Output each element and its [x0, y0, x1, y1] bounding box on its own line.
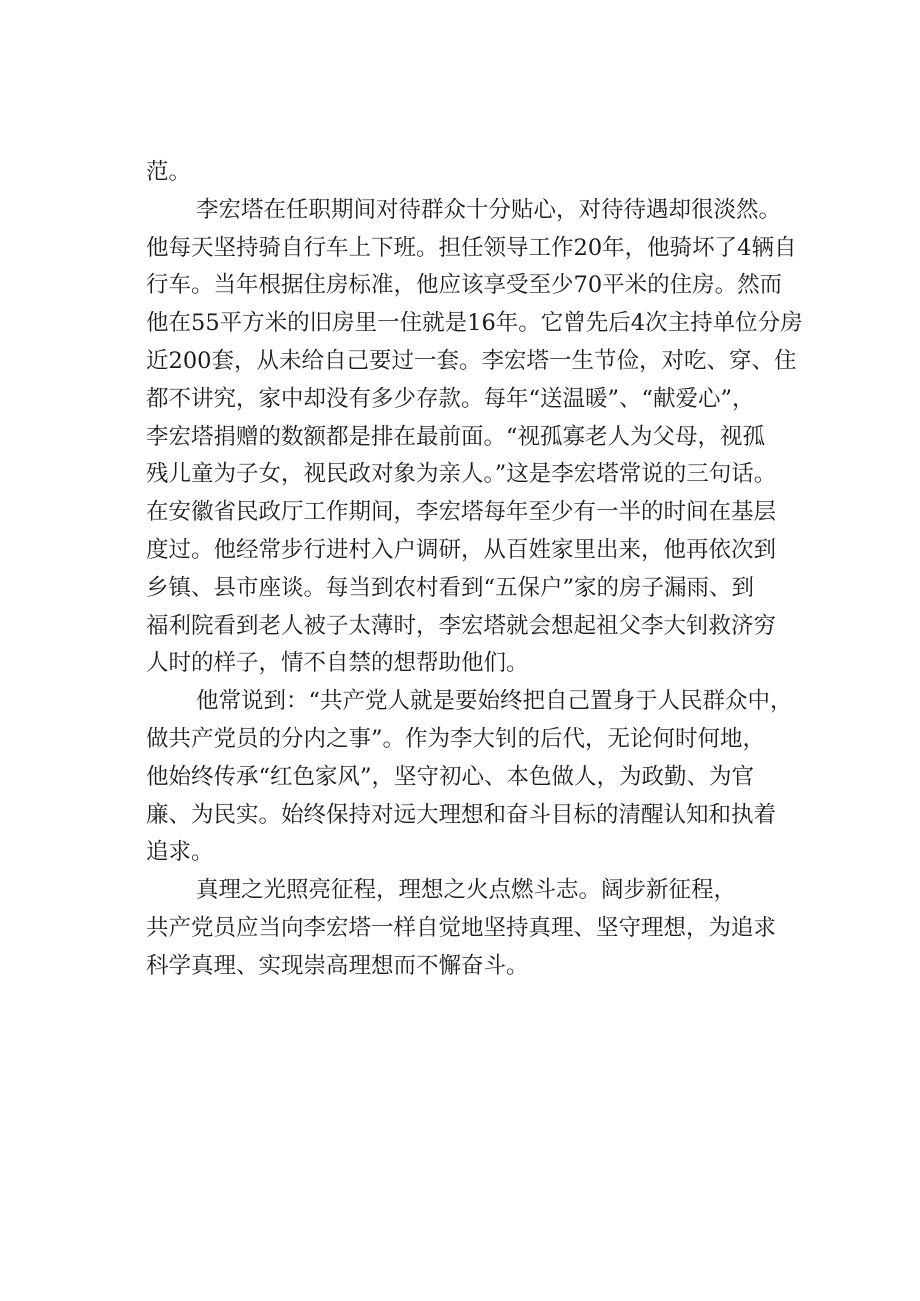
text-line: 行车。当年根据住房标准，他应该享受至少70平米的住房。然而 [146, 272, 783, 299]
text-line: 科学真理、实现崇高理想而不懈奋斗。 [146, 952, 529, 979]
text-line: 做共产党员的分内之事”。作为李大钊的后代，无论何时何地， [146, 725, 766, 752]
text-line: 他在55平方米的旧房里一住就是16年。它曾先后4次主持单位分房 [146, 310, 803, 337]
body-text [146, 154, 806, 986]
text-line: 范。 [146, 159, 192, 185]
paragraph-2 [146, 683, 806, 872]
text-line: 廉、为民实。始终保持对远大理想和奋斗目标的清醒认知和执着 [146, 801, 777, 828]
text-line: 真理之光照亮征程，理想之火点燃斗志。阔步新征程， [196, 877, 737, 904]
text-line: 残儿童为子女，视民政对象为亲人。”这是李宏塔常说的三句话。 [146, 461, 777, 488]
text-line: 李宏塔在任职期间对待群众十分贴心，对待待遇却很淡然。 [196, 196, 782, 223]
text-line: 都不讲究，家中却没有多少存款。每年“送温暖”、“献爱心”， [146, 385, 755, 412]
text-line: 他每天坚持骑自行车上下班。担任领导工作20年，他骑坏了4辆自 [146, 234, 797, 261]
text-line: 乡镇、县市座谈。每当到农村看到“五保户”家的房子漏雨、到 [146, 574, 755, 601]
text-line: 人时的样子，情不自禁的想帮助他们。 [146, 650, 529, 677]
text-line: 他常说到：“共产党人就是要始终把自己置身于人民群众中， [196, 688, 793, 715]
text-line: 追求。 [146, 839, 214, 866]
text-line: 共产党员应当向李宏塔一样自觉地坚持真理、坚守理想，为追求 [146, 914, 777, 941]
paragraph-3 [146, 872, 806, 985]
text-line: 他始终传承“红色家风”，坚守初心、本色做人，为政勤、为官 [146, 763, 755, 790]
text-line: 近200套，从未给自己要过一套。李宏塔一生节俭，对吃、穿、住 [146, 347, 797, 374]
paragraph-1 [146, 192, 806, 683]
text-line: 福利院看到老人被子太薄时，李宏塔就会想起祖父李大钊救济穷 [146, 612, 777, 639]
paragraph-0 [146, 154, 806, 192]
text-line: 度过。他经常步行进村入户调研，从百姓家里出来，他再依次到 [146, 536, 777, 563]
text-line: 李宏塔捐赠的数额都是排在最前面。“视孤寡老人为父母，视孤 [146, 423, 766, 450]
text-line: 在安徽省民政厅工作期间，李宏塔每年至少有一半的时间在基层 [146, 499, 777, 526]
